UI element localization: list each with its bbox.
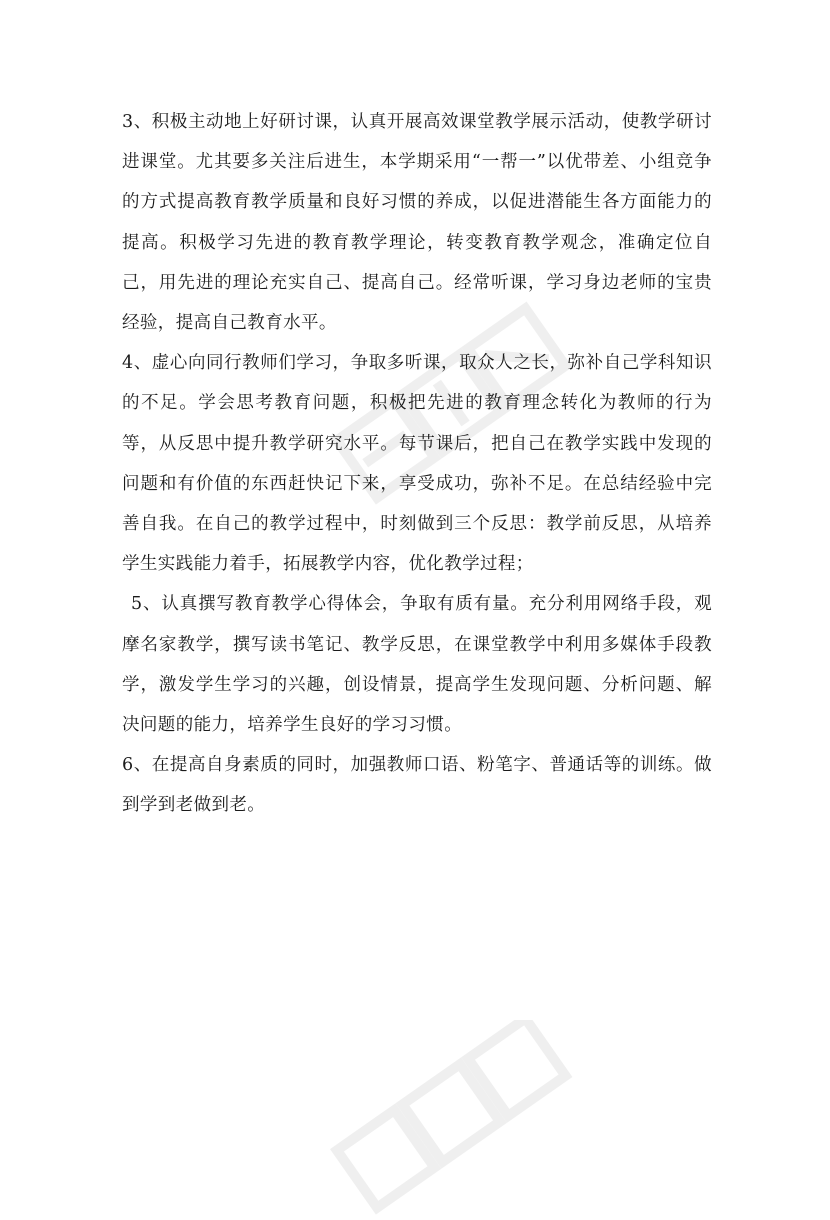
paragraph-item-6: 6、在提高自身素质的同时，加强教师口语、粉笔字、普通话等的训练。做到学到老做到老。 xyxy=(122,755,712,816)
paragraph-item-4: 4、虚心向同行教师们学习，争取多听课，取众人之长，弥补自己学科知识的不足。学会思考教育问题，积极把先进的教育理念转化为教师的行为等，从反思中提升教学研究水平。每节课后，把自己在教学实践中发现的问题和有价值的东西赶快记下来，享受成功，弥补不足。在总结经验中完善自我。在自己的教学过程中，时刻做到三个反思：教学前反思，从培养学生实践能力着手，拓展教学内容，优化教学过程； xyxy=(122,353,712,575)
paragraph-item-3: 3、积极主动地上好研讨课，认真开展高效课堂教学展示活动，使教学研讨进课堂。尤其要多关注后进生，本学期采用“一帮一”以优带差、小组竞争的方式提高教育教学质量和良好习惯的养成，以促进潜能生各方面能力的提高。积极学习先进的教育教学理论，转变教育教学观念，准确定位自己，用先进的理论充实自己、提高自己。经常听课，学习身边老师的宝贵经验，提高自己教育水平。 xyxy=(122,112,712,334)
document-body xyxy=(122,102,712,826)
paragraph-item-5: 5、认真撰写教育教学心得体会，争取有质有量。充分利用网络手段，观摩名家教学，撰写读书笔记、教学反思，在课堂教学中利用多媒体手段教学，激发学生学习的兴趣，创设情景，提高学生发现问题、分析问题、解决问题的能力，培养学生良好的学习习惯。 xyxy=(122,594,712,736)
stamp-watermark-icon xyxy=(300,1020,600,1220)
